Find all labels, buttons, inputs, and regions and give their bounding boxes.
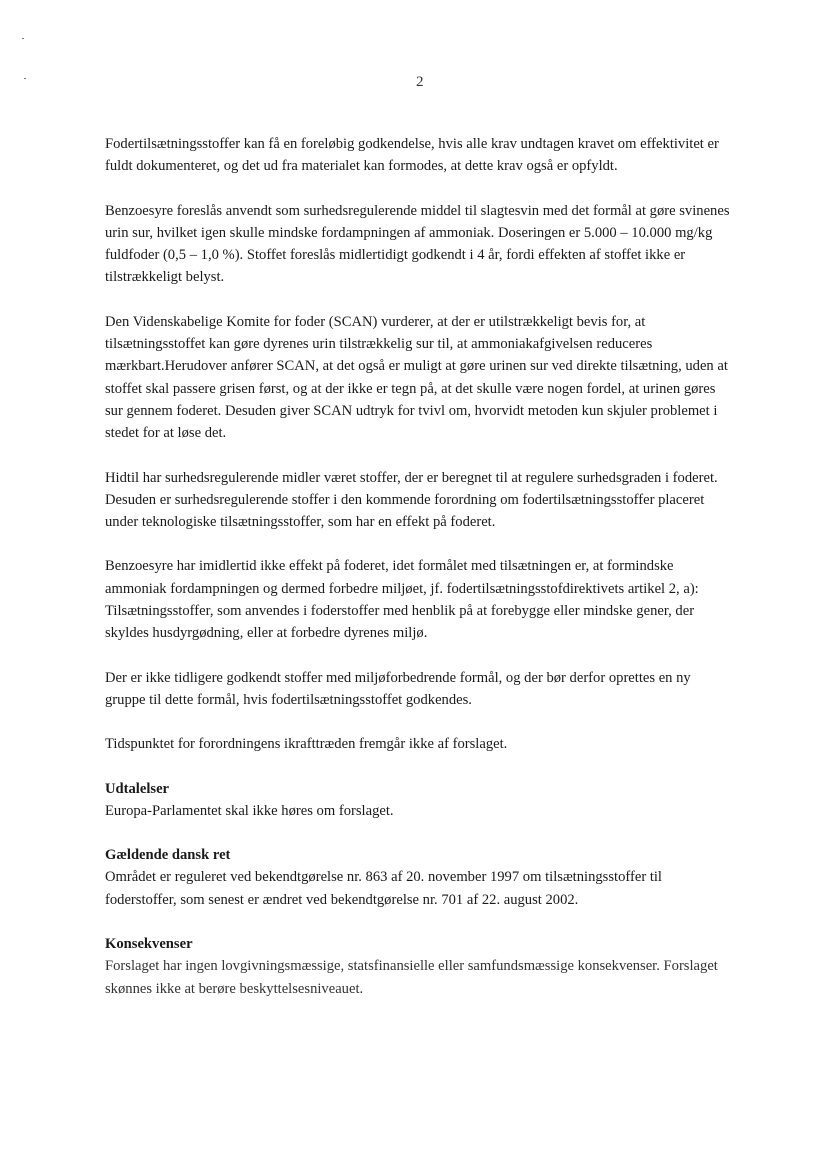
section-text: Området er reguleret ved bekendtgørelse nr. 863 af 20. november 1997 om tilsætningsstoffer til foderstoffer, som senest er ændret ved bekendtgørelse nr. 701 af 22. august 2002. [105, 869, 662, 908]
paragraph: Den Videnskabelige Komite for foder (SCAN) vurderer, at der er utilstrækkeligt bevis for, at tilsætningsstoffet kan gøre dyrenes urin tilstrækkelig sur til, at ammoniakafgivelsen reduceres mærkbart.Herudover anfører SCAN, at det også er muligt at gøre urinen sur ved direkte tilsætning, uden at stoffet skal passere grisen først, og at der ikke er tegn på, at det skulle være nogen fordel, at urinen gøres sur gennem foderet. Desuden giver SCAN udtryk for tvivl om, hvorvidt metoden kun skjuler problemet i stedet for at løse det. [105, 313, 728, 442]
scan-speck [22, 38, 24, 39]
paragraph: Fodertilsætningsstoffer kan få en foreløbig godkendelse, hvis alle krav undtagen kravet om effektivitet er fuldt dokumenteret, og det ud fra materialet kan formodes, at dette krav også er opfyldt. [105, 136, 719, 175]
paragraph: Tidspunktet for forordningens ikrafttræden fremgår ikke af forslaget. [105, 736, 508, 753]
paragraph: Hidtil har surhedsregulerende midler været stoffer, der er beregnet til at regulere surhedsgraden i foderet. Desuden er surhedsregulerende stoffer i den kommende forordning om fodertilsætningsstoffer placeret under teknologiske tilsætningsstoffer, som har en effekt på foderet. [105, 469, 718, 531]
section-heading: Gældende dansk ret [105, 847, 231, 864]
document-body [105, 133, 730, 1022]
scan-speck [24, 78, 26, 79]
section-heading: Konsekvenser [105, 936, 193, 953]
section-gaeldende-dansk-ret [105, 844, 730, 911]
section-heading: Udtalelser [105, 780, 170, 797]
section-konsekvenser [105, 933, 730, 1000]
paragraph: Der er ikke tidligere godkendt stoffer med miljøforbedrende formål, og der bør derfor oprettes en ny gruppe til dette formål, hvis fodertilsætningsstoffet godkendes. [105, 669, 691, 708]
section-text: Europa-Parlamentet skal ikke høres om forslaget. [105, 802, 394, 819]
paragraph: Benzoesyre har imidlertid ikke effekt på foderet, idet formålet med tilsætningen er, at formindske ammoniak fordampningen og dermed forbedre miljøet, jf. fodertilsætningsstofdirektivets artikel 2, a): Tilsætningsstoffer, som anvendes i foderstoffer med henblik på at forebygge eller mindske gener, der skyldes husdyrgødning, eller at forbedre dyrenes miljø. [105, 558, 699, 642]
section-text: Forslaget har ingen lovgivningsmæssige, statsfinansielle eller samfundsmæssige konsekvenser. Forslaget skønnes ikke at berøre beskyttelsesniveauet. [105, 958, 718, 997]
section-udtalelser [105, 778, 730, 823]
page-number: 2 [416, 74, 424, 90]
paragraph: Benzoesyre foreslås anvendt som surhedsregulerende middel til slagtesvin med det formål at gøre svinenes urin sur, hvilket igen skulle mindske fordampningen af ammoniak. Doseringen er 5.000 – 10.000 mg/kg fuldfoder (0,5 – 1,0 %). Stoffet foreslås midlertidigt godkendt i 4 år, fordi effekten af stoffet ikke er tilstrækkeligt belyst. [105, 202, 730, 286]
